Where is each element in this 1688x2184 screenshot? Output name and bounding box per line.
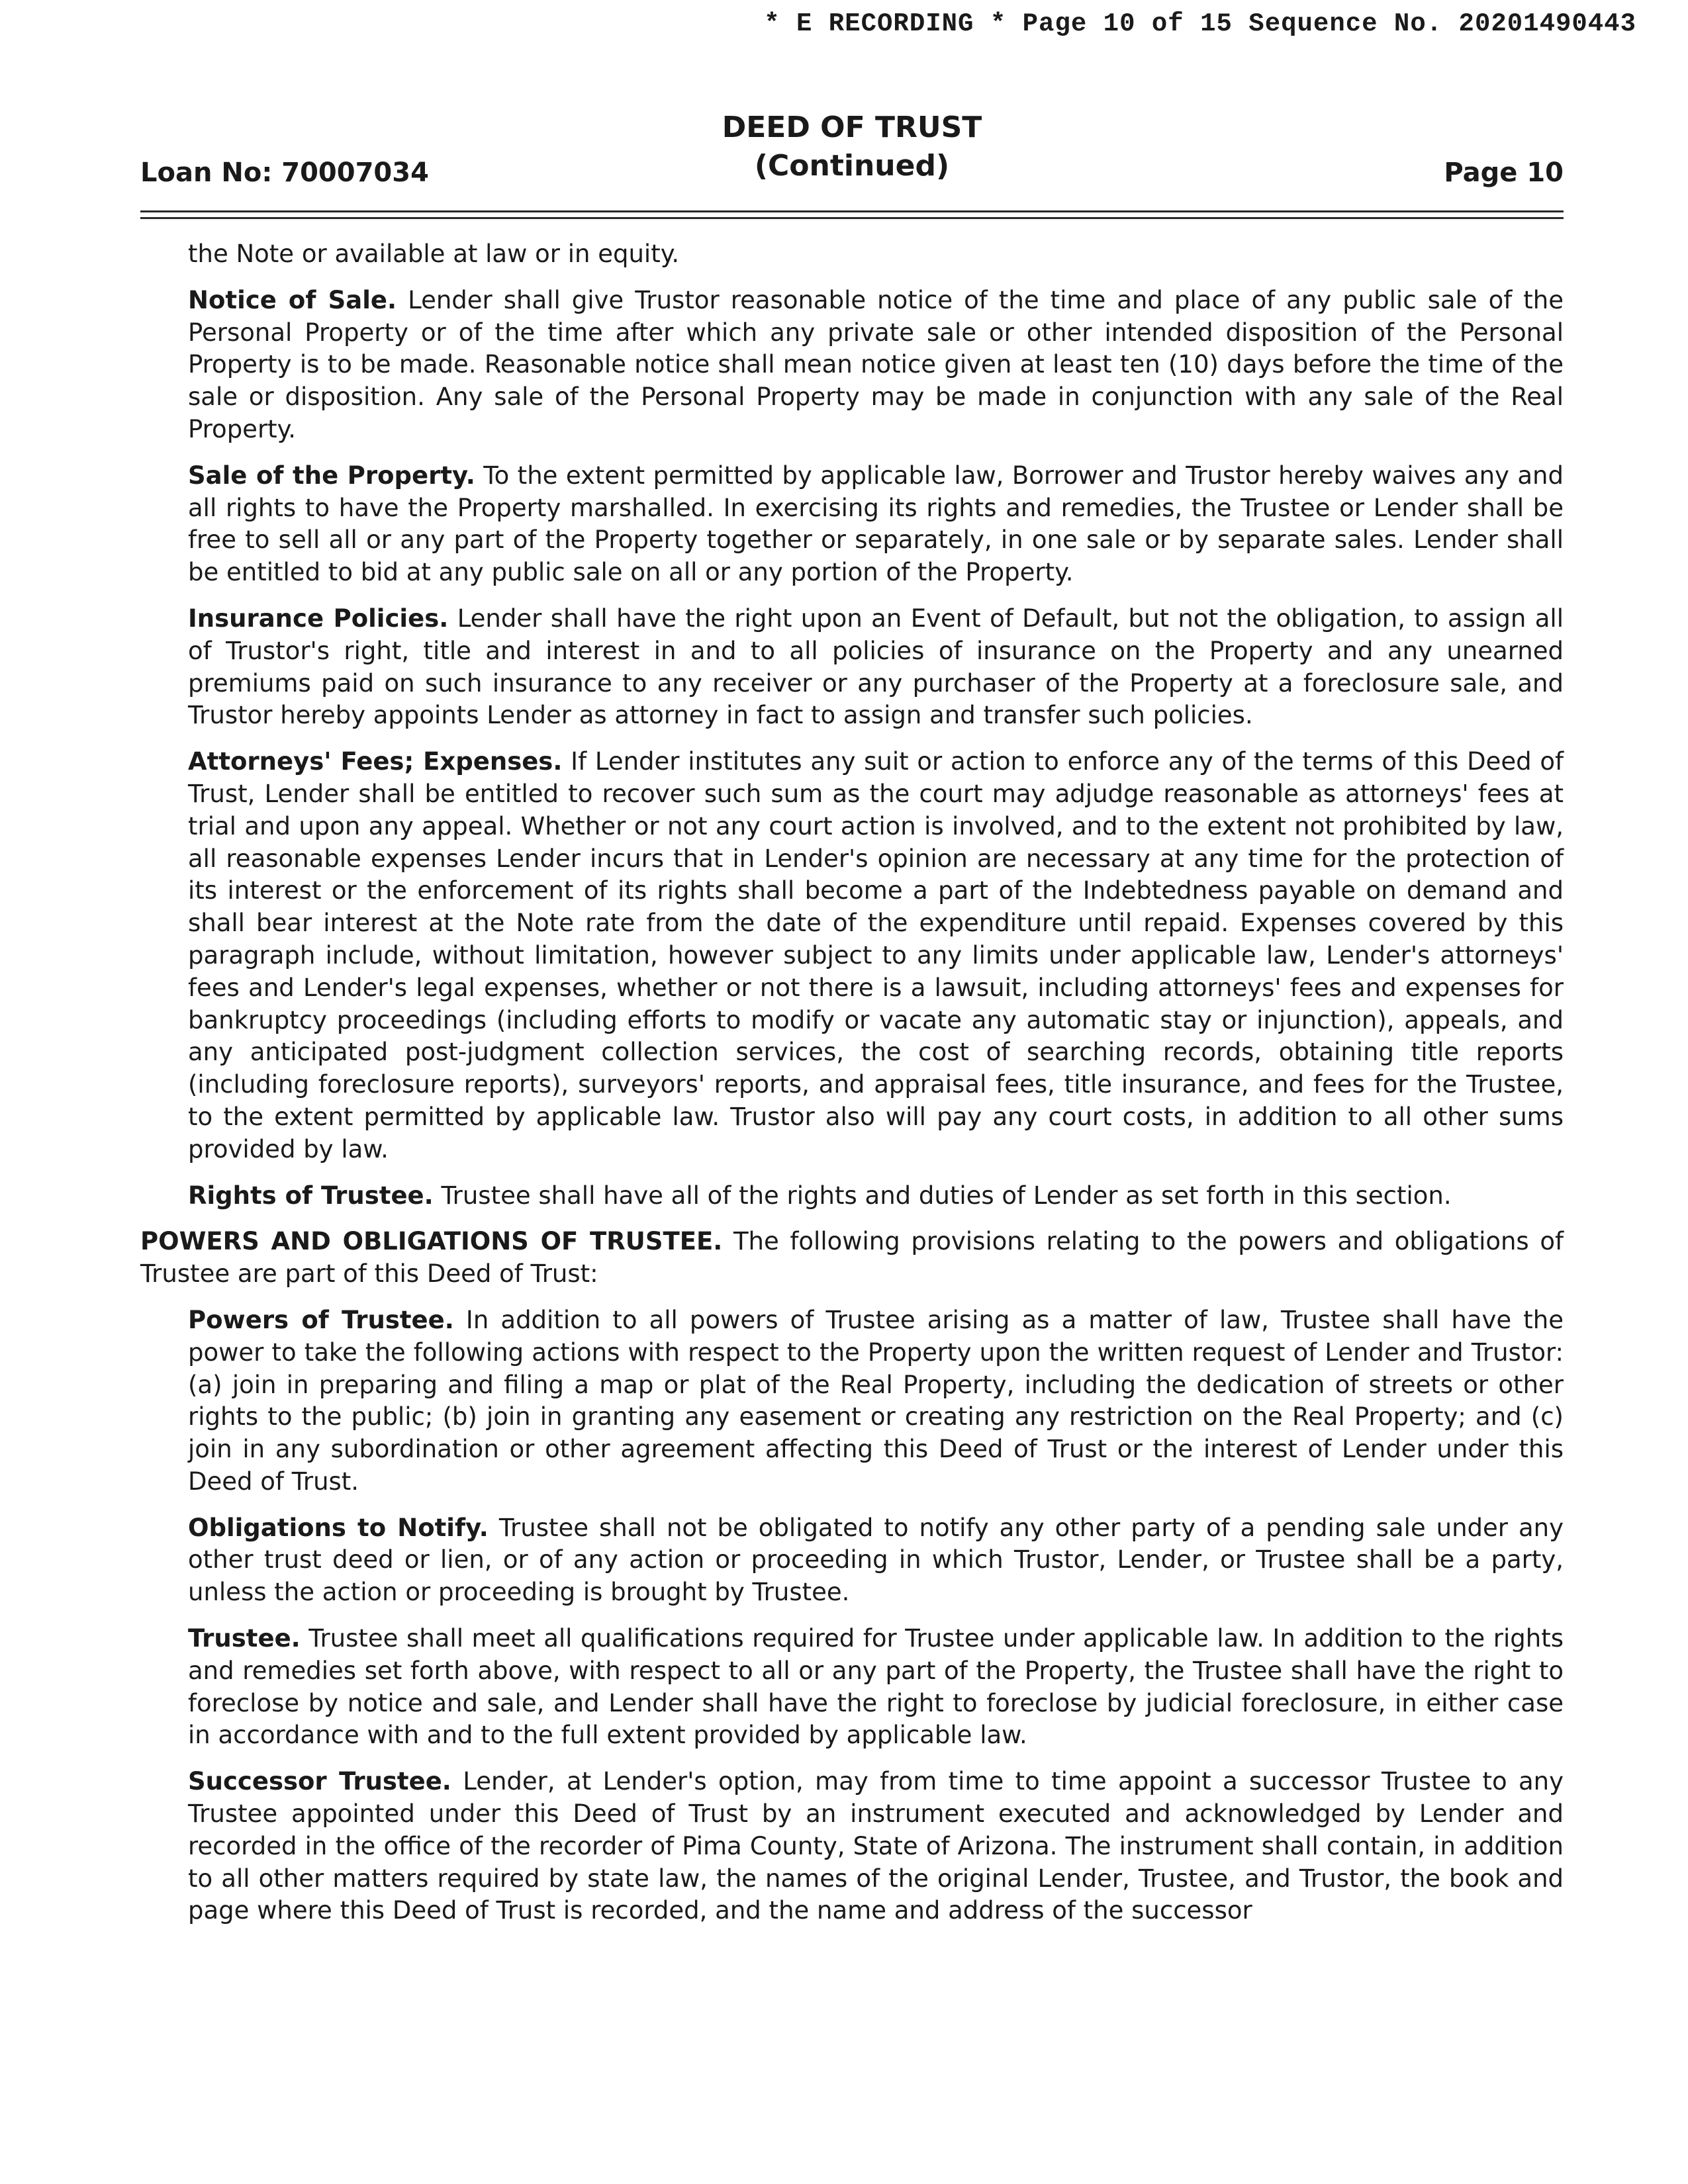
paragraph-attorneys-fees: [188, 746, 1564, 1165]
paragraph-text: The following provisions relating to the powers and obligations of Trustee are part of this Deed of Trust:: [140, 1227, 1564, 1289]
paragraph-heading: Sale of the Property.: [188, 461, 475, 490]
header-rule-top: [140, 210, 1564, 212]
paragraph-rights-of-trustee: [188, 1180, 1564, 1212]
paragraph-heading: Powers of Trustee.: [188, 1305, 454, 1334]
paragraph-insurance-policies: [188, 603, 1564, 732]
paragraph-obligations-to-notify: [188, 1512, 1564, 1609]
section-powers-and-obligations: [140, 1226, 1564, 1291]
paragraph-powers-of-trustee: [188, 1304, 1564, 1498]
paragraph-text: the Note or available at law or in equity.: [188, 240, 680, 268]
paragraph-continuation: [188, 238, 1564, 271]
paragraph-heading: Notice of Sale.: [188, 285, 397, 314]
page-number: Page 10: [1444, 158, 1564, 188]
paragraph-text: Lender shall give Trustor reasonable notice of the time and place of any public sale of the Personal Property or of the time after which any private sale or other intended disposition of the Personal Property is to be made. Reasonable notice shall mean notice given at least ten (10) days before the time of the sale or disposition. Any sale of the Personal Property may be made in conjunction with any sale of the Real Property.: [188, 285, 1564, 443]
paragraph-text: Trustee shall meet all qualifications required for Trustee under applicable law. In addition to the rights and remedies set forth above, with respect to all or any part of the Property, the Trustee shall have the right to foreclose by notice and sale, and Lender shall have the right to foreclose by judicial foreclosure, in either case in accordance with and to the full extent provided by applicable law.: [188, 1624, 1564, 1750]
title-line: DEED OF TRUST: [722, 111, 982, 144]
paragraph-heading: Attorneys' Fees; Expenses.: [188, 747, 563, 776]
paragraph-text: Trustee shall have all of the rights and duties of Lender as set forth in this section.: [441, 1181, 1452, 1210]
paragraph-text: Lender, at Lender's option, may from time to time appoint a successor Trustee to any Trustee appointed under this Deed of Trust by an instrument executed and acknowledged by Lender and recorded in the office of the recorder of Pima County, State of Arizona. The instrument shall contain, in addition to all other matters required by state law, the names of the original Lender, Trustee, and Trustor, the book and page where this Deed of Trust is recorded, and the name and address of the successor: [188, 1767, 1564, 1925]
paragraph-sale-of-property: [188, 460, 1564, 589]
paragraph-successor-trustee: [188, 1766, 1564, 1927]
paragraph-text: Lender shall have the right upon an Event of Default, but not the obligation, to assign all of Trustor's right, title and interest in and to all policies of insurance on the Property and any unearned premiums paid on such insurance to any receiver or any purchaser of the Property at a foreclosure sale, and Trustor hereby appoints Lender as attorney in fact to assign and transfer such policies.: [188, 604, 1564, 730]
recording-stamp: * E RECORDING * Page 10 of 15 Sequence No. 20201490443: [764, 9, 1636, 38]
document-title: [140, 109, 1564, 185]
paragraph-heading: Rights of Trustee.: [188, 1181, 434, 1210]
paragraph-heading: Insurance Policies.: [188, 604, 449, 633]
subtitle-line: (Continued): [754, 149, 950, 183]
paragraph-heading: Successor Trustee.: [188, 1767, 451, 1796]
loan-number: Loan No: 70007034: [140, 158, 429, 188]
page-header: [140, 106, 1564, 192]
paragraph-notice-of-sale: [188, 285, 1564, 446]
paragraph-heading: Trustee.: [188, 1624, 301, 1653]
header-rule-bottom: [140, 217, 1564, 219]
paragraph-text: Trustee shall not be obligated to notify any other party of a pending sale under any other trust deed or lien, or of any action or proceeding in which Trustor, Lender, or Trustee shall be a party, unless the action or proceeding is brought by Trustee.: [188, 1513, 1564, 1607]
paragraph-text: To the extent permitted by applicable law, Borrower and Trustor hereby waives any and all rights to have the Property marshalled. In exercising its rights and remedies, the Trustee or Lender shall be free to sell all or any part of the Property together or separately, in one sale or by separate sales. Lender shall be entitled to bid at any public sale on all or any portion of the Property.: [188, 461, 1564, 587]
paragraph-text: In addition to all powers of Trustee arising as a matter of law, Trustee shall have the power to take the following actions with respect to the Property upon the written request of Lender and Trustor: (a) join in preparing and filing a map or plat of the Real Property, including the dedication of streets or other rights to the public; (b) join in granting any easement or creating any restriction on the Real Property; and (c) join in any subordination or other agreement affecting this Deed of Trust or the interest of Lender under this Deed of Trust.: [188, 1305, 1564, 1496]
paragraph-text: If Lender institutes any suit or action to enforce any of the terms of this Deed of Trust, Lender shall be entitled to recover such sum as the court may adjudge reasonable as attorneys' fees at trial and upon any appeal. Whether or not any court action is involved, and to the extent not prohibited by law, all reasonable expenses Lender incurs that in Lender's opinion are necessary at any time for the protection of its interest or the enforcement of its rights shall become a part of the Indebtedness payable on demand and shall bear interest at the Note rate from the date of the expenditure until repaid. Expenses covered by this paragraph include, without limitation, however subject to any limits under applicable law, Lender's attorneys' fees and Lender's legal expenses, whether or not there is a lawsuit, including attorneys' fees and expenses for bankruptcy proceedings (including efforts to modify or vacate any automatic stay or injunction), appeals, and any anticipated post-judgment collection services, the cost of searching records, obtaining title reports (including foreclosure reports), surveyors' reports, and appraisal fees, title insurance, and fees for the Trustee, to the extent permitted by applicable law. Trustor also will pay any court costs, in addition to all other sums provided by law.: [188, 747, 1564, 1163]
paragraph-heading: Obligations to Notify.: [188, 1513, 489, 1542]
paragraph-trustee: [188, 1623, 1564, 1752]
document-body: [140, 238, 1564, 1941]
section-heading: POWERS AND OBLIGATIONS OF TRUSTEE.: [140, 1227, 723, 1256]
